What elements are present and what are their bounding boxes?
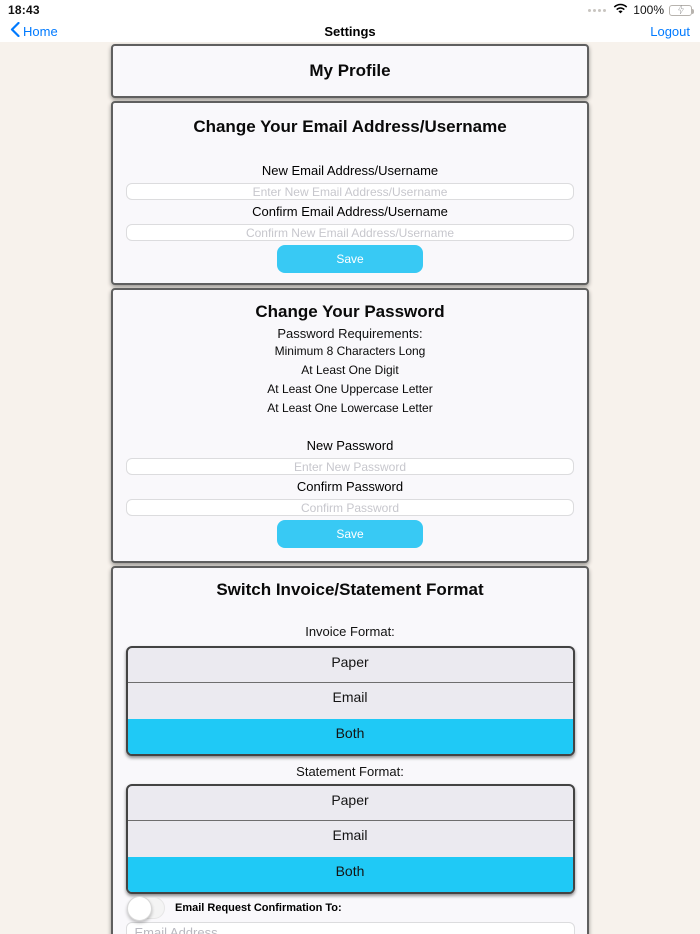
new-password-label: New Password — [306, 438, 394, 453]
confirm-password-input[interactable] — [126, 499, 574, 516]
password-requirement: At Least One Digit — [301, 363, 399, 377]
confirm-email-label: Confirm Email Address/Username — [252, 204, 448, 219]
page-title: Settings — [324, 23, 376, 39]
invoice-format-label: Invoice Format: — [305, 624, 395, 639]
statement-format-picker — [126, 784, 575, 894]
switch-format-title: Switch Invoice/Statement Format — [216, 580, 484, 599]
statement-option-paper[interactable]: Paper — [128, 786, 573, 821]
password-requirement: Minimum 8 Characters Long — [274, 344, 426, 358]
status-time: 18:43 — [8, 3, 40, 17]
logout-button[interactable] — [650, 24, 690, 39]
logout-label: Logout — [650, 23, 690, 39]
status-bar — [0, 0, 700, 20]
change-email-card — [111, 101, 589, 285]
my-profile-title: My Profile — [309, 61, 391, 80]
home-back-label: Home — [23, 23, 58, 39]
invoice-option-paper[interactable]: Paper — [128, 648, 573, 683]
password-requirements-title: Password Requirements: — [277, 326, 423, 341]
new-email-input[interactable] — [126, 183, 574, 200]
cellular-dots-icon — [588, 9, 606, 12]
switch-format-card — [111, 566, 589, 934]
invoice-option-both[interactable]: Both — [128, 719, 573, 754]
password-save-button[interactable]: Save — [277, 520, 423, 548]
change-password-card — [111, 288, 589, 563]
confirm-email-input[interactable] — [126, 224, 574, 241]
email-confirmation-row — [127, 896, 587, 920]
confirmation-email-input[interactable] — [126, 922, 575, 934]
statement-option-both[interactable]: Both — [128, 857, 573, 892]
battery-percent: 100% — [633, 3, 664, 17]
new-email-label: New Email Address/Username — [261, 163, 439, 178]
password-requirement: At Least One Uppercase Letter — [267, 382, 433, 396]
charging-bolt-icon — [678, 3, 684, 17]
statement-option-email[interactable]: Email — [332, 827, 368, 844]
password-requirement: At Least One Lowercase Letter — [267, 401, 433, 415]
toggle-knob — [127, 896, 152, 921]
settings-content — [0, 42, 700, 934]
wifi-icon — [613, 3, 628, 17]
invoice-option-email[interactable]: Email — [332, 689, 368, 706]
chevron-left-icon — [10, 22, 20, 40]
email-confirmation-toggle[interactable] — [127, 897, 165, 919]
email-confirmation-label: Email Request Confirmation To: — [175, 902, 342, 914]
change-email-title: Change Your Email Address/Username — [193, 117, 507, 136]
battery-icon — [669, 5, 692, 16]
confirm-password-label: Confirm Password — [296, 479, 404, 494]
statement-format-label: Statement Format: — [296, 764, 404, 779]
nav-bar — [0, 20, 700, 42]
invoice-format-picker — [126, 646, 575, 756]
new-password-input[interactable] — [126, 458, 574, 475]
my-profile-card — [111, 44, 589, 98]
email-save-button[interactable]: Save — [277, 245, 423, 273]
status-icons — [588, 3, 692, 17]
home-back-button[interactable] — [10, 22, 58, 40]
change-password-title: Change Your Password — [255, 302, 445, 321]
